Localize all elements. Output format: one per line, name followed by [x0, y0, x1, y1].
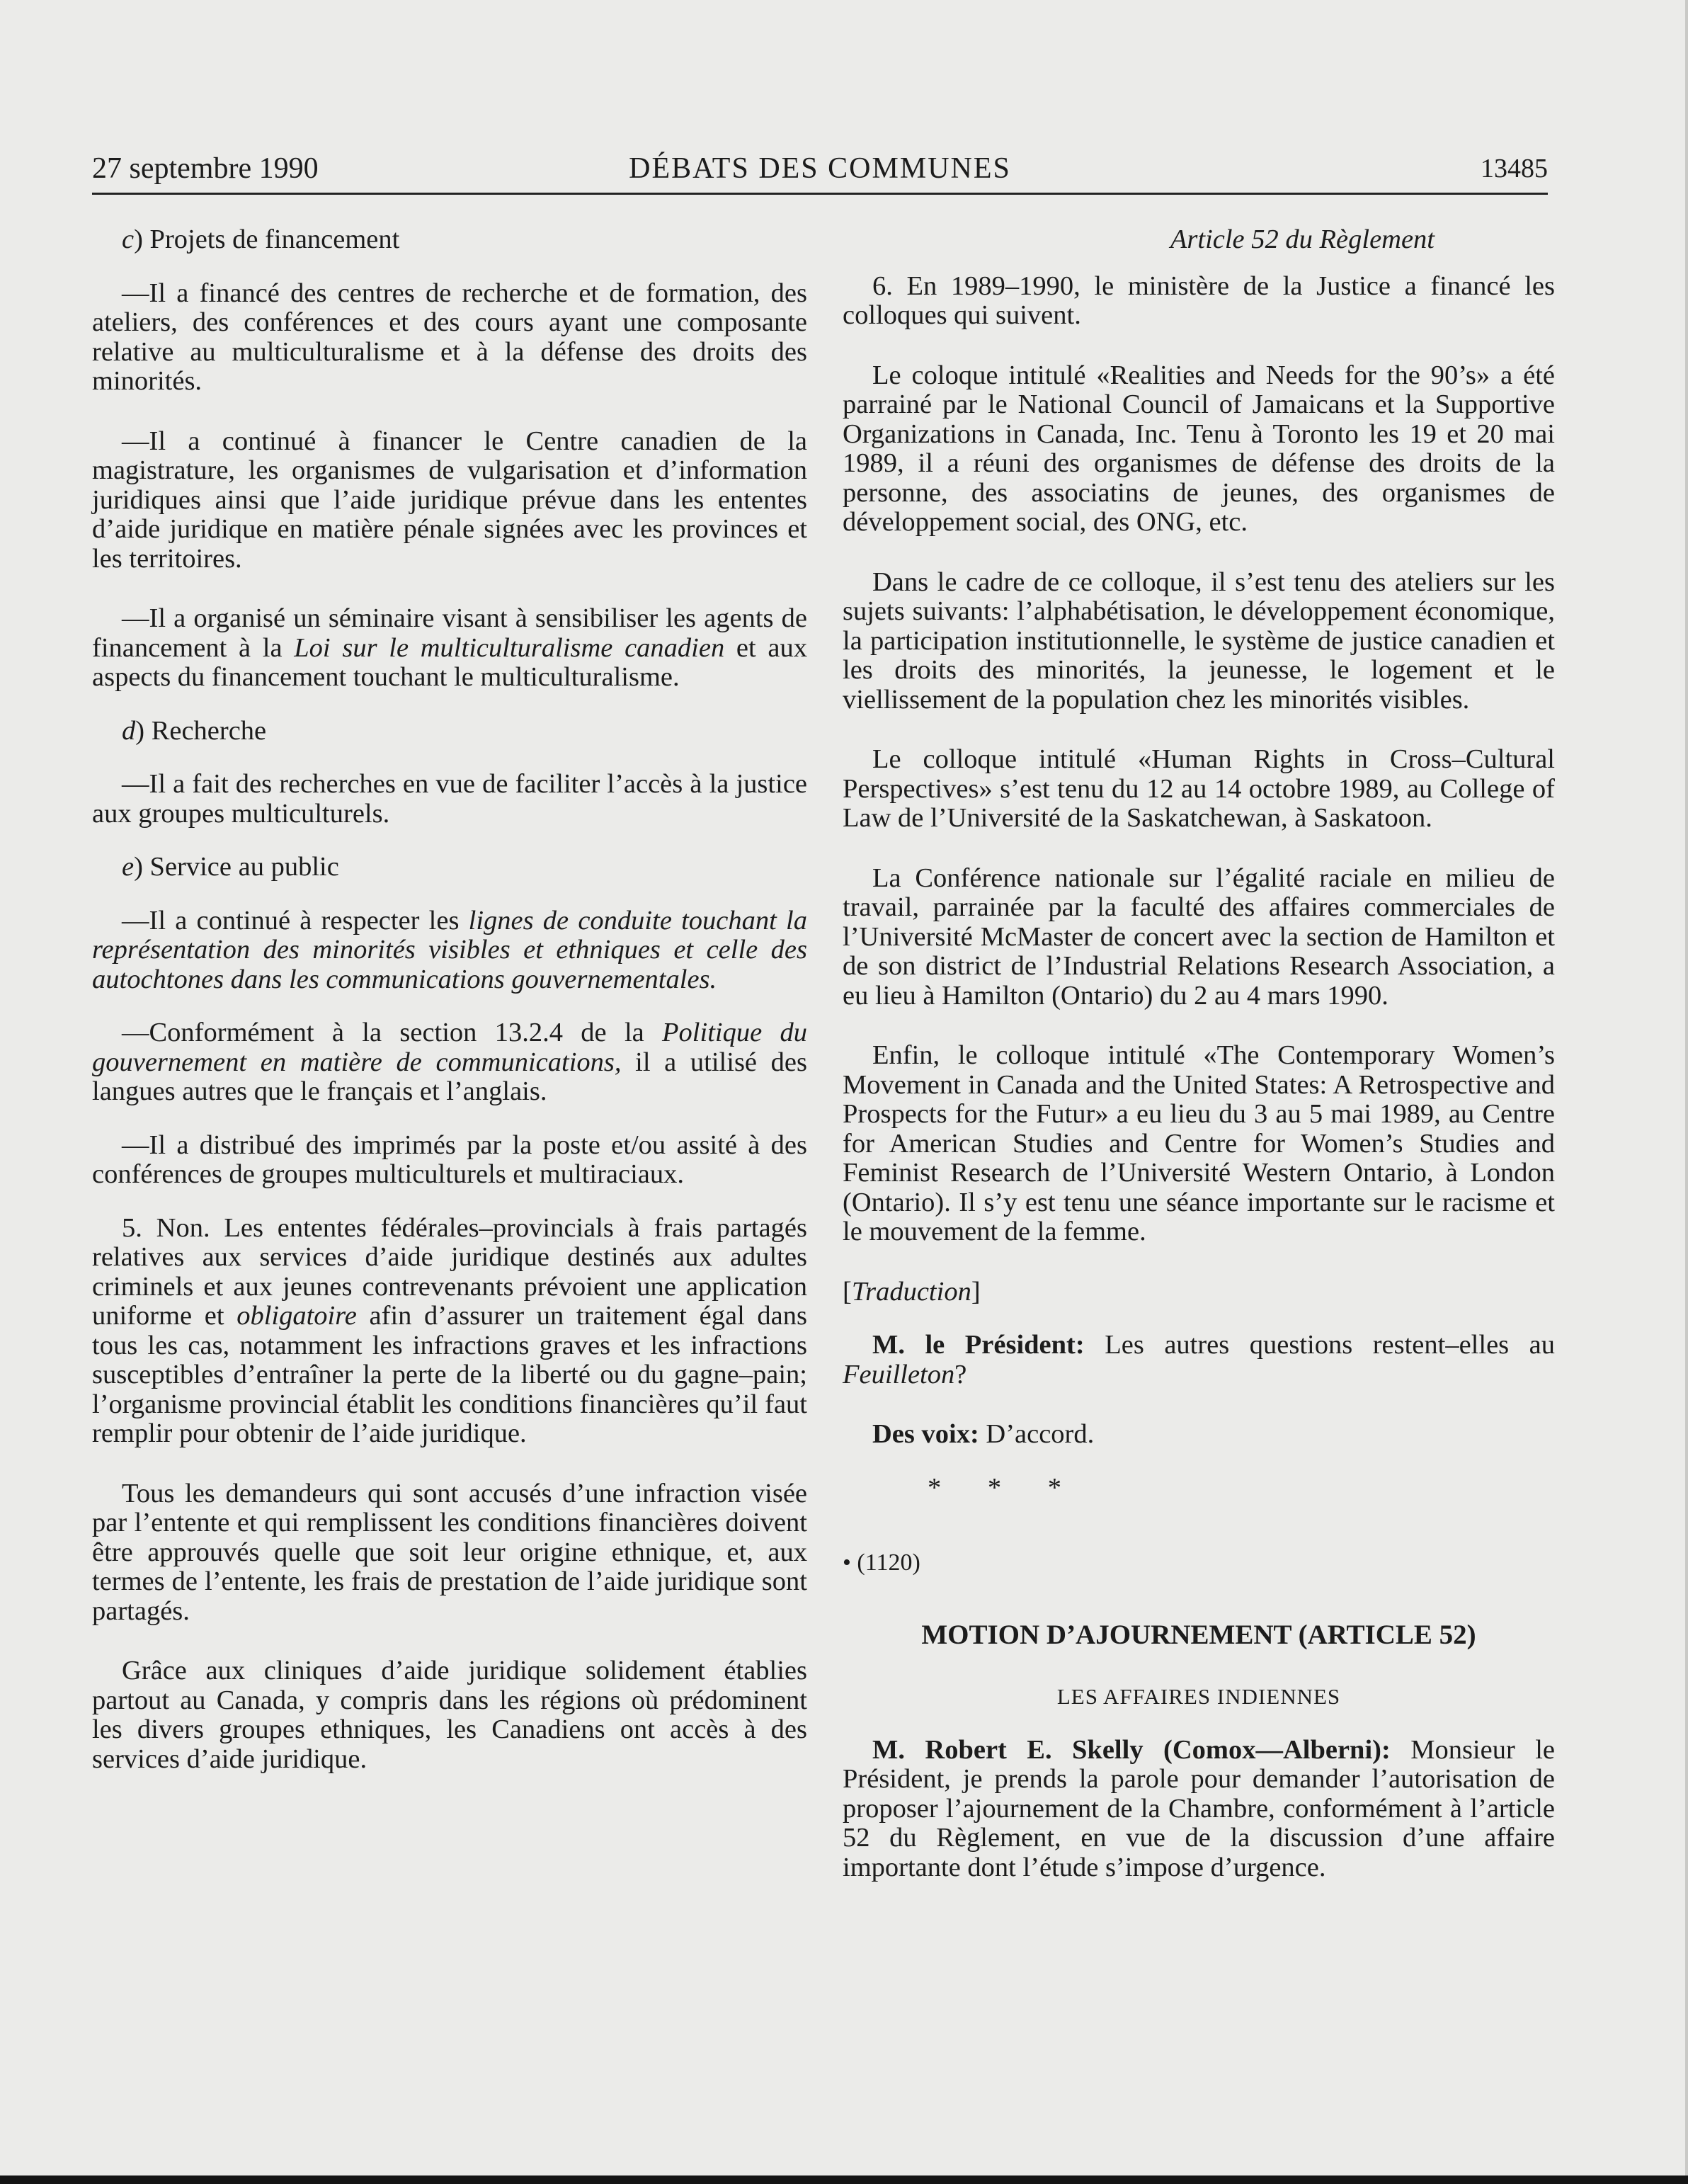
motion-title: MOTION D’AJOURNEMENT (ARTICLE 52)	[921, 1619, 1476, 1650]
header-date: 27 septembre 1990	[92, 152, 319, 185]
paragraph: Dans le cadre de ce colloque, il s’est tenu des ateliers sur les sujets suivants: l’alphabétisation, le développement économique, la participation institutionnelle, le système de justice canadien et les droits des minorités, la jeunesse, le logement et le viellissement de la population chez les minorités visibles.	[843, 567, 1555, 715]
paragraph: —Il a continué à respecter les lignes de conduite touchant la représentation des minorités visibles et ethniques et celle des autochtones dans les communications gouvernementales.	[92, 905, 807, 994]
paragraph: Grâce aux cliniques d’aide juridique solidement établies partout au Canada, y compris dans les régions où prédominent les divers groupes ethniques, les Canadiens ont accès à des services d’aide juridique.	[92, 1656, 807, 1774]
paragraph: —Il a continué à financer le Centre canadien de la magistrature, les organismes de vulgarisation et d’information juridiques ainsi que l’aide juridique prévue dans les ententes d’aide juridique en matière pénale signées avec les provinces et les territoires.	[92, 426, 807, 574]
paragraph: Tous les demandeurs qui sont accusés d’une infraction visée par l’entente et qui remplissent les conditions financières doivent être approuvés quelle que soit leur origine ethnique, et, aux termes de l’entente, les frais de prestation de l’aide juridique sont partagés.	[92, 1478, 807, 1626]
paragraph: Enfin, le colloque intitulé «The Contemporary Women’s Movement in Canada and the United States: A Retrospective and Prospects for the Futur» a eu lieu du 3 au 5 mai 1989, au Centre for American Studies and Centre for Women’s Studies and Feminist Research de l’Université Western Ontario, à London (Ontario). Il s’y est tenu une séance importante sur le racisme et le mouvement de la femme.	[843, 1040, 1555, 1246]
time-marker: • (1120)	[843, 1549, 920, 1576]
paragraph: La Conférence nationale sur l’égalité raciale en milieu de travail, parrainée par la faculté des affaires commerciales de l’Université McMaster de concert avec la section de Hamilton et de son district de l’Industrial Relations Research Association, a eu lieu à Hamilton (Ontario) du 2 au 4 mars 1990.	[843, 863, 1555, 1011]
speaker-skelly: M. Robert E. Skelly (Comox—Alberni): Monsieur le Président, je prends la parole pour demander l’autorisation de proposer l’ajournement de la Chambre, conformément à l’article 52 du Règlement, en vue de la discussion d’une affaire importante dont l’étude s’impose d’urgence.	[843, 1734, 1555, 1882]
section-subtitle: LES AFFAIRES INDIENNES	[1056, 1684, 1341, 1709]
traduction-note: [Traduction]	[843, 1276, 981, 1307]
page-header	[92, 149, 1548, 195]
section-d-heading: d) Recherche	[122, 715, 267, 746]
paragraph: 6. En 1989–1990, le ministère de la Justice a financé les colloques qui suivent.	[843, 271, 1555, 330]
header-title: DÉBATS DES COMMUNES	[629, 152, 1011, 185]
header-page-number: 13485	[1481, 154, 1548, 183]
scan-border	[0, 2176, 1688, 2184]
speaker-president: M. le Président: Les autres questions restent–elles au Feuilleton?	[843, 1330, 1555, 1389]
paragraph: —Il a fait des recherches en vue de faciliter l’accès à la justice aux groupes multiculturels.	[92, 769, 807, 829]
article-heading: Article 52 du Règlement	[1170, 224, 1435, 254]
left-column	[92, 225, 807, 1804]
paragraph: Le coloque intitulé «Realities and Needs for the 90’s» a été parrainé par le National Council of Jamaicans et la Supportive Organizations in Canada, Inc. Tenu à Toronto les 19 et 20 mai 1989, il a réuni des organismes de défense des droits de la personne, des associatins de jeunes, des organismes de développement social, des ONG, etc.	[843, 360, 1555, 537]
paragraph: Le colloque intitulé «Human Rights in Cross–Cultural Perspectives» s’est tenu du 12 au 14 octobre 1989, au College of Law de l’Université de la Saskatchewan, à Saskatoon.	[843, 744, 1555, 833]
section-e-heading: e) Service au public	[122, 852, 339, 882]
scan-edge	[1685, 0, 1688, 2184]
paragraph: —Il a financé des centres de recherche et de formation, des ateliers, des conférences et des cours ayant une composante relative au multiculturalisme et à la défense des droits des minorités.	[92, 278, 807, 396]
paragraph: —Conformément à la section 13.2.4 de la Politique du gouvernement en matière de communications, il a utilisé des langues autres que le français et l’anglais.	[92, 1018, 807, 1106]
section-c-heading: c) Projets de financement	[122, 224, 400, 254]
separator-stars: * * *	[928, 1472, 1081, 1503]
paragraph: 5. Non. Les ententes fédérales–provincials à frais partagés relatives aux services d’aide juridique destinés aux adultes criminels et aux jeunes contrevenants prévoient une application uniforme et obligatoire afin d’assurer un traitement égal dans tous les cas, notamment les infractions graves et les infractions susceptibles d’entraîner la perte de la liberté ou du gagne–pain; l’organisme provincial établit les conditions financières qu’il faut remplir pour obtenir de l’aide juridique.	[92, 1212, 807, 1448]
right-column	[843, 225, 1555, 1913]
paragraph: —Il a organisé un séminaire visant à sensibiliser les agents de financement à la Loi sur le multiculturalisme canadien et aux aspects du financement touchant le multiculturalisme.	[92, 603, 808, 692]
paragraph: —Il a distribué des imprimés par la poste et/ou assité à des conférences de groupes multiculturels et multiraciaux.	[92, 1130, 807, 1189]
speaker-voices: Des voix: D’accord.	[872, 1419, 1095, 1449]
